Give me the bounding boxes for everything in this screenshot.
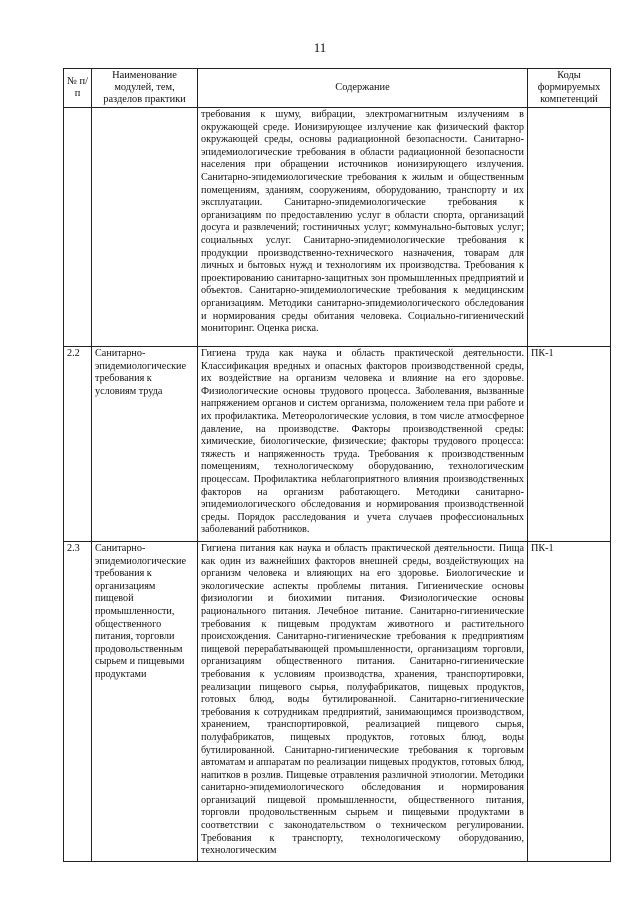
table-header-row [64,69,611,108]
row-codes: ПК-1 [528,542,611,862]
row-content: Гигиена труда как наука и область практической деятельности. Классификация вредных и опасных факторов производственной среды, их воздействие на организм человека и влияние на его здоровье. Физиологические основы трудового процесса. Заболевания, вызванные напряжением органов и систем организма, положением тела при работе и их профилактика. Метеорологические условия, в том числе атмосферное давление, на производстве. Факторы производственной среды: химические, биологические, физические; факторы трудового процесса: тяжесть и напряженность труда. Требования к производственным помещениям, технологическому оборудованию, технологическим процессам. Профилактика неблагоприятного влияния производственных факторов на организм работающего. Методики санитарно-эпидемиологического обследования и нормирования производственной среды. Порядок расследования и учета случаев профессиональных заболеваний работников. [198,347,528,542]
header-num: № п/п [64,69,92,108]
table-row [64,108,611,347]
header-name: Наименование модулей, тем, разделов практики [92,69,198,108]
curriculum-table [63,68,611,862]
row-num: 2.3 [64,542,92,862]
table-row [64,347,611,542]
row-name: Санитарно-эпидемиологические требования к организациям пищевой промышленности, общественного питания, торговли продовольственным сырьем и пищевыми продуктами [92,542,198,862]
header-codes: Коды формируемых компетенций [528,69,611,108]
page-number: 11 [313,40,327,55]
row-content: Гигиена питания как наука и область практической деятельности. Пища как один из важнейших факторов внешней среды, воздействующих на организм человека и влияющих на его здоровье. Биологические и экологические аспекты проблемы питания. Гигиенические основы физиологии и биохимии питания. Физиологические основы рационального питания. Лечебное питание. Санитарно-гигиенические требования к пищевым продуктам животного и растительного происхождения. Санитарно-гигиенические требования к предприятиям пищевой перерабатывающей промышленности, организациям торговли, организациям общественного питания. Санитарно-гигиенические требования к условиям производства, хранения, транспортировки, реализации пищевого сырья, полуфабрикатов, пищевых продуктов, готовых блюд, воды бутилированной. Санитарно-гигиенические требования к сотрудникам предприятий, занимающимся производством, хранением, транспортировкой, реализацией пищевого сырья, полуфабрикатов, пищевых продуктов, готовых блюд, воды бутилированной. Санитарно-гигиенические требования к торговым автоматам и аппаратам по реализации пищевых продуктов, готовых блюд, напитков в розлив. Пищевые отравления различной этиологии. Методики санитарно-эпидемиологического обследования и нормирования организаций пищевой промышленности, общественного питания, торговли продовольственным сырьем и пищевыми продуктами в соответствии с законодательством о техническом регулировании. Требования к транспорту, технологическому оборудованию, технологическим [198,542,528,862]
row-codes [528,108,611,347]
row-num [64,108,92,347]
row-codes: ПК-1 [528,347,611,542]
row-name: Санитарно-эпидемиологические требования к условиям труда [92,347,198,542]
table-row [64,542,611,862]
row-num: 2.2 [64,347,92,542]
row-name [92,108,198,347]
row-content: требования к шуму, вибрации, электромагнитным излучениям в окружающей среде. Ионизирующее излучение как физический фактор окружающей среды, основы радиационной безопасности. Санитарно-эпидемиологические требования в области радиационной безопасности населения при обращении источников ионизирующего излучения. Санитарно-эпидемиологические требования к жилым и общественным помещениям, зданиям, сооружениям, оборудованию, транспорту и их эксплуатации. Санитарно-эпидемиологические требования к организациям по предоставлению услуг в области спорта, организаций досуга и развлечений; гостиничных услуг; коммунально-бытовых услуг; социальных услуг. Санитарно-эпидемиологические требования к продукции производственно-технического назначения, товарам для личных и бытовых нужд и технологиям их производства. Требования к проектированию санитарно-защитных зон промышленных предприятий и объектов. Санитарно-эпидемиологические требования к медицинским организациям. Методики санитарно-эпидемиологического обследования и нормирования среды обитания человека. Социально-гигиенический мониторинг. Оценка риска. [198,108,528,347]
header-content: Содержание [198,69,528,108]
